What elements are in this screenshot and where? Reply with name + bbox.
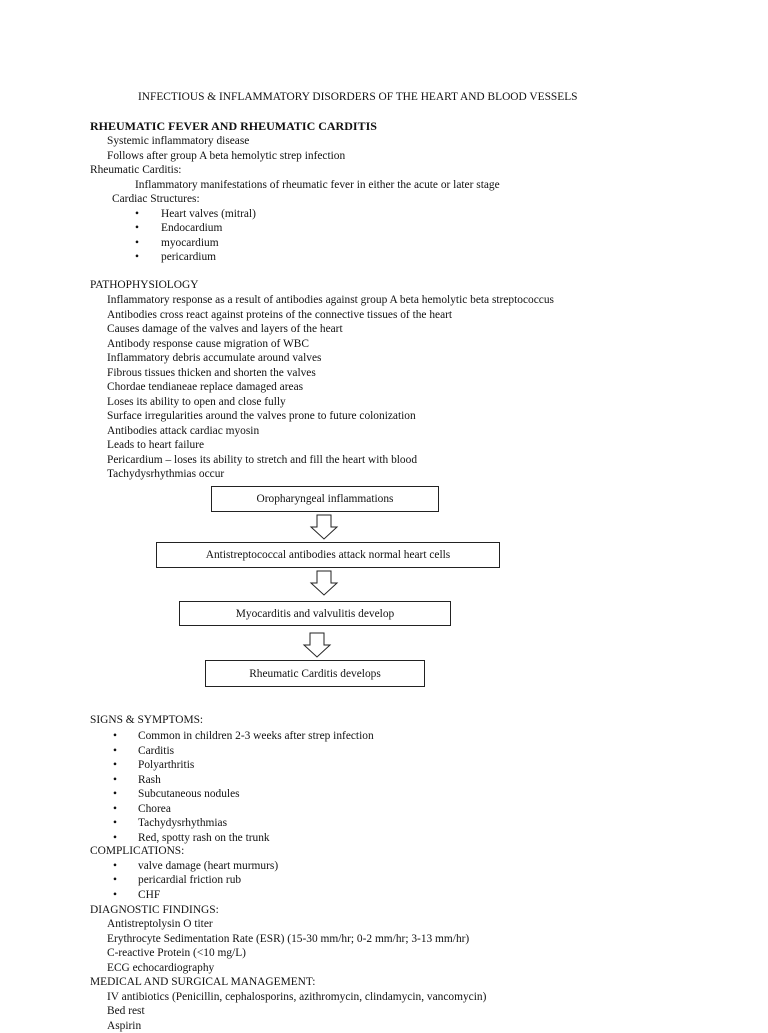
sign-symptom-item: Red, spotty rash on the trunk <box>138 831 270 846</box>
pathophysiology-line: Surface irregularities around the valves prone to future colonization <box>107 409 416 424</box>
pathophysiology-line: Loses its ability to open and close fully <box>107 395 286 410</box>
pathophysiology-line: Inflammatory debris accumulate around valves <box>107 351 321 366</box>
sign-symptom-item: Common in children 2-3 weeks after strep infection <box>138 729 374 744</box>
flow-box-4: Rheumatic Carditis develops <box>205 660 425 687</box>
management-line: IV antibiotics (Penicillin, cephalosporins, azithromycin, clindamycin, vancomycin) <box>107 990 486 1005</box>
bullet-icon: • <box>113 831 117 846</box>
section-heading-signs-symptoms: SIGNS & SYMPTOMS: <box>90 713 203 728</box>
pathophysiology-line: Causes damage of the valves and layers of the heart <box>107 322 343 337</box>
bullet-icon: • <box>113 729 117 744</box>
management-line: Bed rest <box>107 1004 145 1019</box>
bullet-icon: • <box>113 787 117 802</box>
sign-symptom-item: Tachydysrhythmias <box>138 816 227 831</box>
bullet-icon: • <box>113 802 117 817</box>
sign-symptom-item: Chorea <box>138 802 171 817</box>
pathophysiology-line: Pericardium – loses its ability to stretch and fill the heart with blood <box>107 453 417 468</box>
flow-box-3: Myocarditis and valvulitis develop <box>179 601 451 626</box>
complication-item: CHF <box>138 888 160 903</box>
pathophysiology-line: Inflammatory response as a result of antibodies against group A beta hemolytic beta streptococcus <box>107 293 554 308</box>
section-heading-rheumatic-fever: RHEUMATIC FEVER AND RHEUMATIC CARDITIS <box>90 119 377 134</box>
bullet-icon: • <box>113 888 117 903</box>
sign-symptom-item: Polyarthritis <box>138 758 194 773</box>
down-arrow-icon <box>302 632 332 658</box>
bullet-icon: • <box>135 236 139 251</box>
pathophysiology-line: Chordae tendianeae replace damaged areas <box>107 380 303 395</box>
cardiac-structure-item: myocardium <box>161 236 219 251</box>
diagnostic-line: Antistreptolysin O titer <box>107 917 213 932</box>
flow-box-1: Oropharyngeal inflammations <box>211 486 439 512</box>
section-heading-complications: COMPLICATIONS: <box>90 844 184 859</box>
diagnostic-line: Erythrocyte Sedimentation Rate (ESR) (15-30 mm/hr; 0-2 mm/hr; 3-13 mm/hr) <box>107 932 469 947</box>
management-line: Aspirin <box>107 1019 141 1033</box>
intro-line: Systemic inflammatory disease <box>107 134 249 149</box>
diagnostic-line: ECG echocardiography <box>107 961 214 976</box>
section-heading-diagnostic-findings: DIAGNOSTIC FINDINGS: <box>90 903 219 918</box>
pathophysiology-line: Fibrous tissues thicken and shorten the valves <box>107 366 316 381</box>
bullet-icon: • <box>113 773 117 788</box>
bullet-icon: • <box>135 221 139 236</box>
pathophysiology-line: Tachydysrhythmias occur <box>107 467 224 482</box>
bullet-icon: • <box>113 758 117 773</box>
down-arrow-icon <box>309 570 339 596</box>
rheumatic-carditis-label: Rheumatic Carditis: <box>90 163 181 178</box>
section-heading-management: MEDICAL AND SURGICAL MANAGEMENT: <box>90 975 315 990</box>
cardiac-structure-item: Heart valves (mitral) <box>161 207 256 222</box>
cardiac-structure-item: pericardium <box>161 250 216 265</box>
section-heading-pathophysiology: PATHOPHYSIOLOGY <box>90 278 198 293</box>
bullet-icon: • <box>135 250 139 265</box>
bullet-icon: • <box>113 816 117 831</box>
pathophysiology-line: Leads to heart failure <box>107 438 204 453</box>
cardiac-structure-item: Endocardium <box>161 221 222 236</box>
sign-symptom-item: Carditis <box>138 744 174 759</box>
cardiac-structures-label: Cardiac Structures: <box>112 192 200 207</box>
bullet-icon: • <box>113 859 117 874</box>
pathophysiology-line: Antibody response cause migration of WBC <box>107 337 309 352</box>
bullet-icon: • <box>113 873 117 888</box>
sign-symptom-item: Rash <box>138 773 161 788</box>
bullet-icon: • <box>113 744 117 759</box>
intro-line: Follows after group A beta hemolytic strep infection <box>107 149 345 164</box>
complication-item: valve damage (heart murmurs) <box>138 859 278 874</box>
flow-box-2: Antistreptococcal antibodies attack normal heart cells <box>156 542 500 568</box>
down-arrow-icon <box>309 514 339 540</box>
diagnostic-line: C-reactive Protein (<10 mg/L) <box>107 946 246 961</box>
rheumatic-carditis-description: Inflammatory manifestations of rheumatic fever in either the acute or later stage <box>135 178 500 193</box>
pathophysiology-line: Antibodies cross react against proteins of the connective tissues of the heart <box>107 308 452 323</box>
bullet-icon: • <box>135 207 139 222</box>
sign-symptom-item: Subcutaneous nodules <box>138 787 240 802</box>
document-title: INFECTIOUS & INFLAMMATORY DISORDERS OF THE HEART AND BLOOD VESSELS <box>138 90 578 105</box>
pathophysiology-line: Antibodies attack cardiac myosin <box>107 424 259 439</box>
complication-item: pericardial friction rub <box>138 873 241 888</box>
